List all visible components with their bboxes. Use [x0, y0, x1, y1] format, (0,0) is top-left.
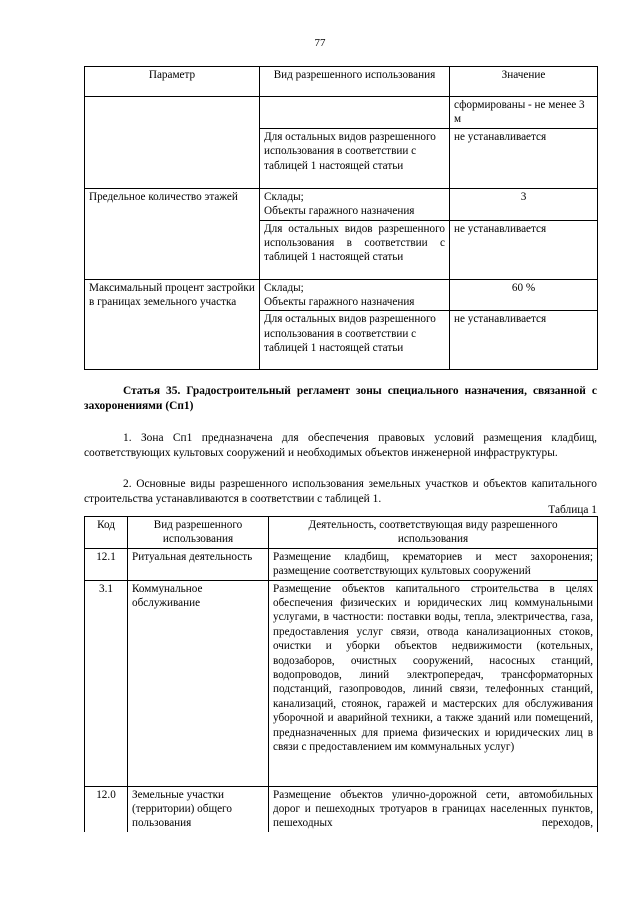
- parameter-cell: Максимальный процент застройки в границах земельного участка: [85, 279, 260, 370]
- use-cell: Для остальных видов разрешенного использования в соответствии с таблицей 1 настоящей статьи: [260, 220, 450, 279]
- paragraph: 1. Зона Сп1 предназначена для обеспечения правовых условий размещения кладбищ, соответствующих культовых сооружений и необходимых объектов инженерной инфраструктуры.: [84, 432, 597, 459]
- use-cell: Склады; Объекты гаражного назначения: [260, 279, 450, 311]
- use-cell: Склады; Объекты гаражного назначения: [260, 188, 450, 220]
- permitted-uses-table: [84, 516, 598, 832]
- table-row: [85, 580, 598, 786]
- code-cell: 12.1: [85, 548, 128, 580]
- value-cell: не устанавливается: [450, 128, 598, 188]
- header-use-kind: Вид разрешенного использования: [128, 517, 269, 549]
- header-use-kind: Вид разрешенного использования: [260, 67, 450, 97]
- table-row: [85, 548, 598, 580]
- header-value: Значение: [450, 67, 598, 97]
- value-cell: 60 %: [450, 279, 598, 311]
- page-number: 77: [314, 37, 326, 49]
- value-cell: не устанавливается: [450, 311, 598, 370]
- header-activity: Деятельность, соответствующая виду разрешенного использования: [269, 517, 598, 549]
- table-row: [85, 279, 598, 311]
- value-cell: сформированы - не менее 3 м: [450, 97, 598, 129]
- table-caption: Таблица 1: [548, 504, 597, 516]
- paragraph: 2. Основные виды разрешенного использования земельных участков и объектов капитального строительства устанавливаются в соответствии с таблицей 1.: [84, 478, 597, 505]
- activity-cell: Размещение объектов улично-дорожной сети, автомобильных дорог и пешеходных тротуаров в границах населенных пунктов, пешеходных переходов,: [269, 786, 598, 832]
- table-header-row: [85, 517, 598, 549]
- parameter-cell: [85, 97, 260, 189]
- table-row: [85, 188, 598, 220]
- table-row: [85, 786, 598, 832]
- use-cell: Для остальных видов разрешенного использования в соответствии с таблицей 1 настоящей статьи: [260, 311, 450, 370]
- table-header-row: [85, 67, 598, 97]
- activity-cell: Размещение объектов капитального строительства в целях обеспечения физических и юридических лиц коммунальными услугами, в частности: поставки воды, тепла, электричества, газа, предоставления услуг связи, отвода канализационных стоков, очистки и уборки объектов недвижимости (котельных, водозаборов, очистных сооружений, насосных станций, водопроводов, линий электропередач, трансформаторных подстанций, газопроводов, линий связи, телефонных станций, канализаций, стоянок, гаражей и мастерских для обслуживания уборочной и аварийной техники, а также зданий или помещений, предназначенных для приема физических и юридических лиц в связи с предоставлением им коммунальных услуг): [269, 580, 598, 786]
- use-cell: Ритуальная деятельность: [128, 548, 269, 580]
- header-code: Код: [85, 517, 128, 549]
- header-parameter: Параметр: [85, 67, 260, 97]
- article-heading: Статья 35. Градостроительный регламент зоны специального назначения, связанной с захоронениями (Сп1): [84, 385, 597, 412]
- activity-cell: Размещение кладбищ, крематориев и мест захоронения; размещение соответствующих культовых сооружений: [269, 548, 598, 580]
- code-cell: 3.1: [85, 580, 128, 786]
- value-cell: не устанавливается: [450, 220, 598, 279]
- value-cell: 3: [450, 188, 598, 220]
- use-cell: Коммунальное обслуживание: [128, 580, 269, 786]
- code-cell: 12.0: [85, 786, 128, 832]
- parameter-cell: Предельное количество этажей: [85, 188, 260, 279]
- use-cell: Для остальных видов разрешенного использования в соответствии с таблицей 1 настоящей статьи: [260, 128, 450, 188]
- parameters-table: [84, 66, 598, 370]
- table-row: [85, 97, 598, 129]
- use-cell: [260, 97, 450, 129]
- use-cell: Земельные участки (территории) общего пользования: [128, 786, 269, 832]
